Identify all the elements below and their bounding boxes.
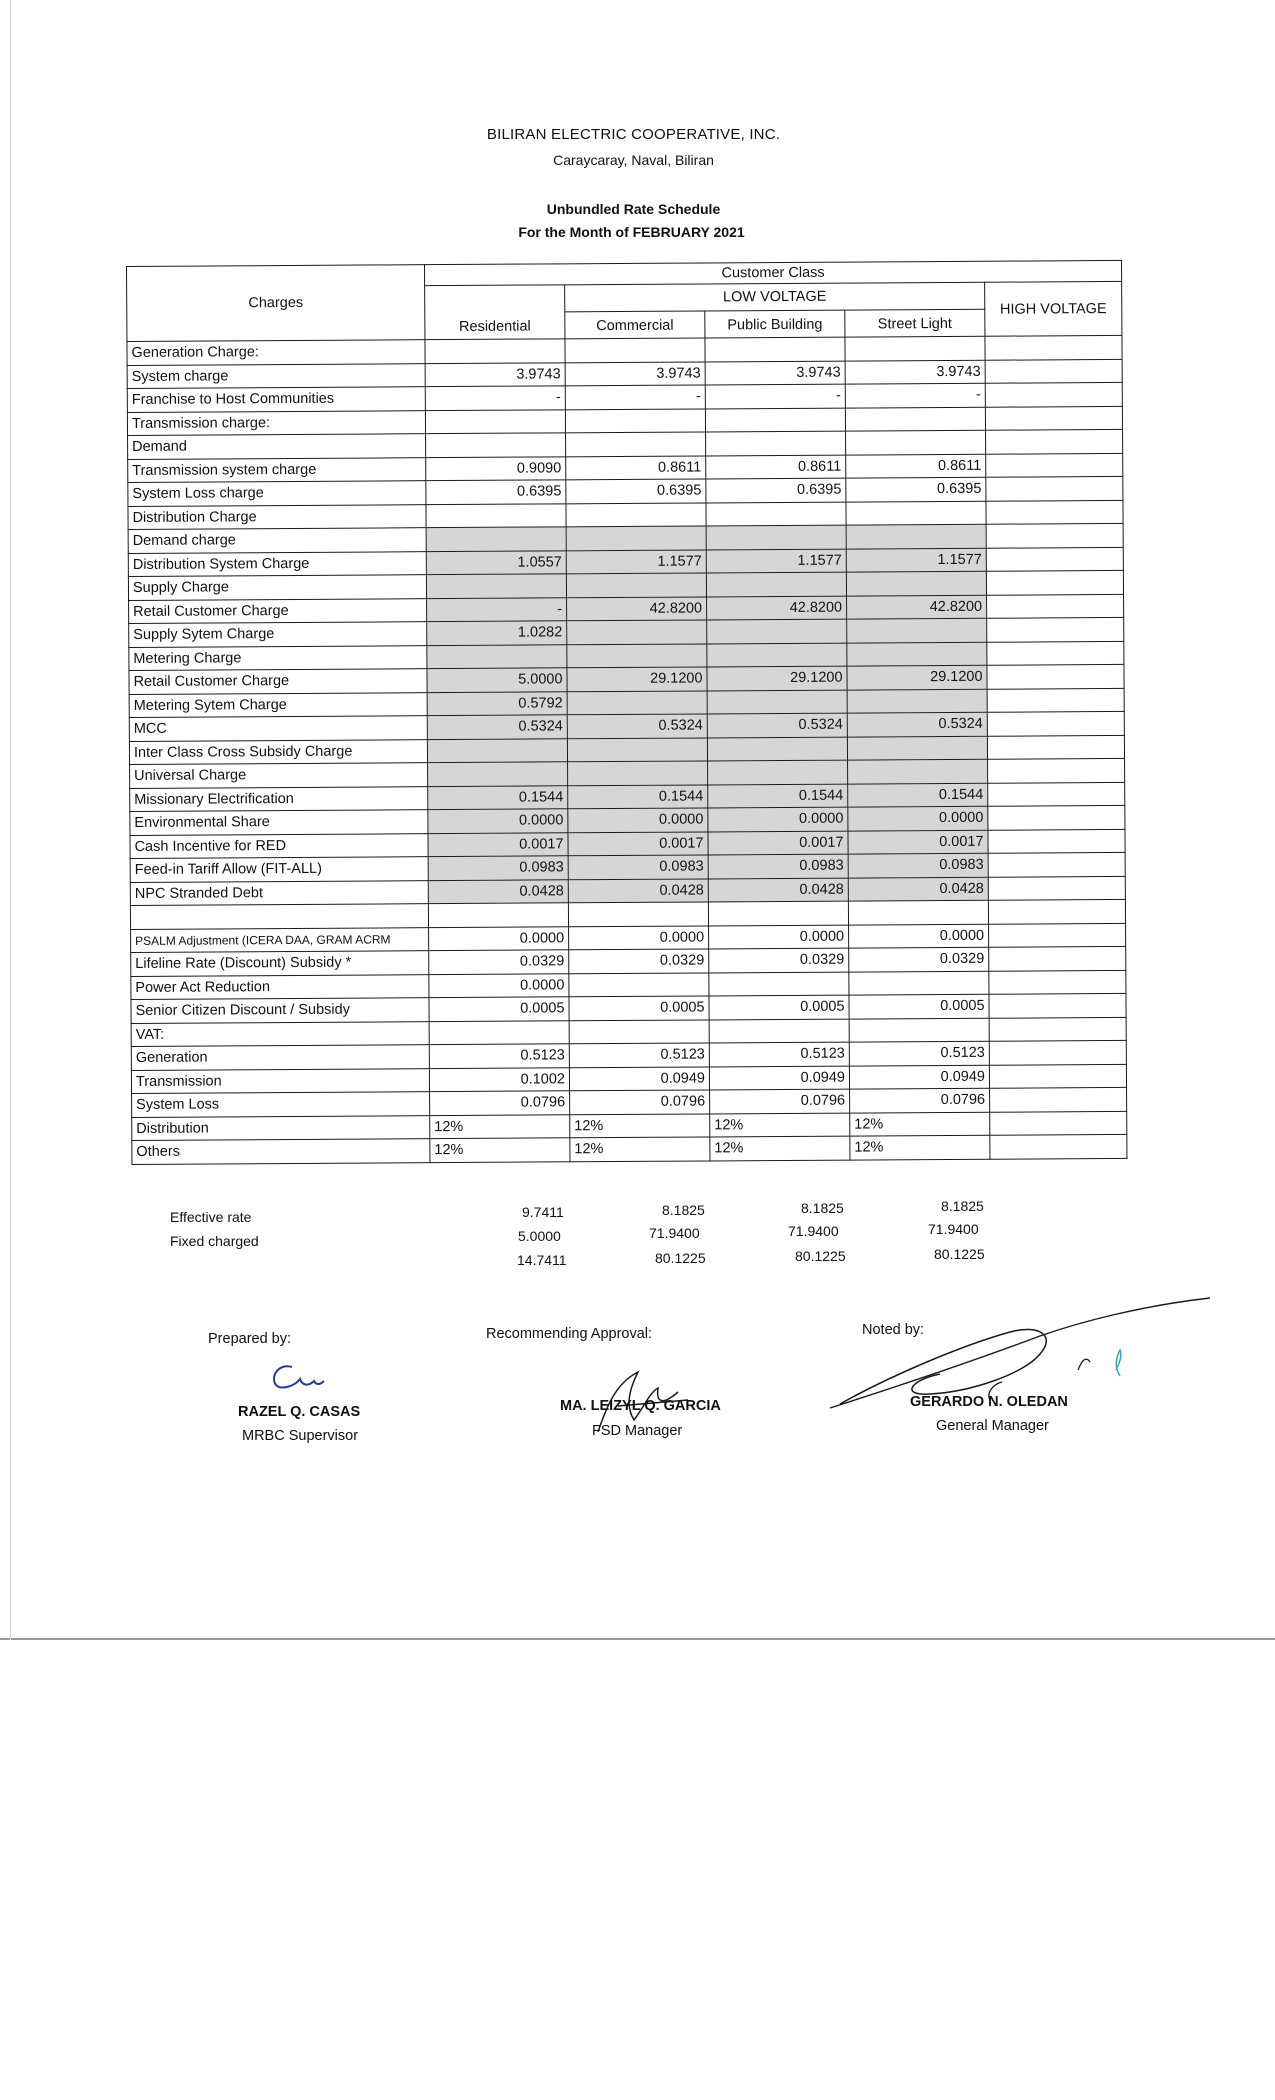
rate-cell [987, 688, 1124, 712]
rate-cell [985, 335, 1122, 359]
rate-cell: 1.1577 [566, 549, 706, 573]
recommending-approval-label: Recommending Approval: [486, 1326, 653, 1342]
rate-cell: 0.1544 [568, 784, 708, 808]
rate-cell [567, 737, 707, 761]
rate-cell: 0.0017 [568, 831, 708, 855]
row-label: Distribution Charge [128, 504, 426, 529]
rate-cell: 12% [850, 1135, 990, 1159]
rate-cell [708, 901, 848, 925]
rate-cell: - [845, 383, 985, 407]
row-label: System Loss charge [128, 481, 426, 506]
rate-cell [709, 1019, 849, 1043]
page-left-edge [10, 0, 11, 1640]
row-label: PSALM Adjustment (ICERA DAA, GRAM ACRM [131, 927, 429, 952]
rate-cell [989, 923, 1126, 947]
rate-cell: 0.5324 [427, 715, 567, 739]
rate-cell [990, 1111, 1127, 1135]
row-label: Demand [128, 434, 426, 459]
rate-cell: 0.0000 [848, 806, 988, 830]
rate-cell [986, 523, 1123, 547]
rate-cell: 29.1200 [567, 667, 707, 691]
rate-cell [706, 572, 846, 596]
rate-cell [848, 759, 988, 783]
summary-total-residential: 14.7411 [517, 1252, 567, 1268]
rate-cell: - [425, 386, 565, 410]
rate-cell: 0.0017 [848, 830, 988, 854]
noted-by-title: General Manager [936, 1418, 1049, 1434]
rate-cell [989, 946, 1126, 970]
rate-cell: 12% [570, 1137, 710, 1161]
rate-cell: 0.0796 [710, 1089, 850, 1113]
rate-cell [568, 902, 708, 926]
rate-cell [429, 1020, 569, 1044]
rate-cell [846, 430, 986, 454]
rate-cell [707, 690, 847, 714]
rate-cell: 1.0282 [427, 621, 567, 645]
document-period: For the Month of FEBRUARY 2021 [518, 224, 745, 240]
rate-cell [426, 574, 566, 598]
rate-cell [848, 900, 988, 924]
rate-cell [566, 502, 706, 526]
rate-cell: 0.0428 [708, 878, 848, 902]
summary-fixed-public: 71.9400 [788, 1223, 839, 1239]
rate-cell: 0.0000 [569, 925, 709, 949]
rate-cell [985, 382, 1122, 406]
prepared-by-name: RAZEL Q. CASAS [238, 1404, 361, 1420]
rate-cell: 0.5324 [707, 713, 847, 737]
summary-fixed-street: 71.9400 [928, 1221, 979, 1237]
rate-cell: 0.0000 [709, 925, 849, 949]
rate-cell: 0.0949 [569, 1066, 709, 1090]
rate-cell [567, 620, 707, 644]
rate-cell: 0.0983 [708, 854, 848, 878]
rate-cell [988, 782, 1125, 806]
row-label: Cash Incentive for RED [130, 833, 428, 858]
row-label: Supply Charge [128, 575, 426, 600]
rate-cell [706, 431, 846, 455]
rate-cell [986, 453, 1123, 477]
rate-cell [567, 643, 707, 667]
rate-cell: 0.0005 [569, 996, 709, 1020]
rate-cell: 0.0000 [428, 809, 568, 833]
rate-cell: 29.1200 [707, 666, 847, 690]
page-bottom-edge [0, 1638, 1275, 1640]
row-label: Lifeline Rate (Discount) Subsidy * [131, 951, 429, 976]
summary-effective-public: 8.1825 [801, 1200, 844, 1216]
summary-effective-street: 8.1825 [941, 1198, 984, 1214]
rate-cell: 0.0428 [848, 877, 988, 901]
rate-cell: 0.0000 [568, 808, 708, 832]
rate-cell [990, 1134, 1127, 1158]
prepared-by-title: MRBC Supervisor [242, 1428, 359, 1444]
row-label: Environmental Share [130, 810, 428, 835]
row-label: Senior Citizen Discount / Subsidy [131, 998, 429, 1023]
rate-cell: 12% [430, 1114, 570, 1138]
rate-cell [985, 406, 1122, 430]
rate-cell: 0.8611 [566, 455, 706, 479]
rate-cell [847, 689, 987, 713]
row-label: VAT: [131, 1021, 429, 1046]
rate-cell: 0.9090 [426, 456, 566, 480]
rate-cell: 29.1200 [847, 665, 987, 689]
summary-total-public: 80.1225 [795, 1248, 846, 1264]
rate-cell [705, 337, 845, 361]
rate-cell [565, 408, 705, 432]
rate-cell [987, 664, 1124, 688]
rate-cell [707, 619, 847, 643]
rate-cell [988, 805, 1125, 829]
rate-cell [847, 736, 987, 760]
rate-cell: 42.8200 [707, 596, 847, 620]
summary-total-street: 80.1225 [934, 1246, 985, 1262]
row-label: Transmission charge: [127, 410, 425, 435]
row-label: System charge [127, 363, 425, 388]
rate-cell [989, 993, 1126, 1017]
rate-cell [987, 711, 1124, 735]
row-label: Metering Sytem Charge [129, 692, 427, 717]
row-label: MCC [129, 716, 427, 741]
header-public-building: Public Building [705, 310, 845, 338]
rate-cell [987, 594, 1124, 618]
row-label: Universal Charge [130, 763, 428, 788]
row-label: System Loss [132, 1092, 430, 1117]
rate-cell [566, 432, 706, 456]
header-customer-class: Customer Class [424, 260, 1121, 285]
rate-cell: 0.0796 [570, 1090, 710, 1114]
row-label: Inter Class Cross Subsidy Charge [129, 739, 427, 764]
rate-cell: 0.1544 [708, 784, 848, 808]
rate-cell: 12% [710, 1113, 850, 1137]
rate-cell: 0.0329 [569, 949, 709, 973]
rate-cell [846, 501, 986, 525]
document-title: Unbundled Rate Schedule [546, 201, 721, 217]
rate-cell: - [427, 597, 567, 621]
rate-cell: 0.0949 [849, 1065, 989, 1089]
rate-cell [847, 618, 987, 642]
rate-cell: 3.9743 [705, 361, 845, 385]
row-label: Distribution [132, 1115, 430, 1140]
summary-effective-residential: 9.7411 [522, 1204, 564, 1220]
rate-cell: 0.5123 [429, 1044, 569, 1068]
rate-cell: 0.0329 [849, 947, 989, 971]
rate-cell: 0.0329 [429, 950, 569, 974]
rate-cell [705, 408, 845, 432]
rate-cell [568, 761, 708, 785]
rate-cell: 42.8200 [847, 595, 987, 619]
row-label: Others [132, 1139, 430, 1164]
rate-cell: 0.0796 [850, 1088, 990, 1112]
rate-cell: 12% [850, 1112, 990, 1136]
rate-cell [708, 760, 848, 784]
rate-cell: 0.5123 [709, 1042, 849, 1066]
rate-cell: - [565, 385, 705, 409]
row-label: Distribution System Charge [128, 551, 426, 576]
rate-cell [986, 476, 1123, 500]
noted-by-name: GERARDO N. OLEDAN [910, 1394, 1068, 1410]
rate-cell: 0.0005 [429, 997, 569, 1021]
rate-cell [988, 899, 1125, 923]
rate-cell: 0.5123 [849, 1041, 989, 1065]
rate-cell [845, 336, 985, 360]
rate-cell [427, 738, 567, 762]
rate-cell: 0.0796 [430, 1091, 570, 1115]
rate-cell: 0.6395 [846, 477, 986, 501]
rate-cell: 1.1577 [846, 548, 986, 572]
rate-cell [569, 972, 709, 996]
rate-cell [990, 1087, 1127, 1111]
header-residential: Residential [425, 285, 565, 340]
rate-cell [427, 644, 567, 668]
row-label: Generation Charge: [127, 340, 425, 365]
rate-cell: 0.5324 [567, 714, 707, 738]
rate-cell: 0.0000 [708, 807, 848, 831]
rate-cell: 0.0428 [428, 879, 568, 903]
header-commercial: Commercial [565, 310, 705, 338]
noted-by-label: Noted by: [862, 1322, 925, 1338]
row-label: Power Act Reduction [131, 974, 429, 999]
rate-cell: 0.1544 [428, 785, 568, 809]
rate-cell: 0.0017 [428, 832, 568, 856]
row-label: Franchise to Host Communities [127, 387, 425, 412]
rate-cell: 0.1002 [429, 1067, 569, 1091]
rate-cell [709, 972, 849, 996]
rate-cell [565, 338, 705, 362]
rate-cell [986, 570, 1123, 594]
rate-cell [425, 409, 565, 433]
rate-table-body [127, 335, 1127, 1164]
rate-cell [989, 1064, 1126, 1088]
rate-cell [849, 971, 989, 995]
summary-fixed-commercial: 71.9400 [649, 1225, 700, 1241]
row-label: Retail Customer Charge [129, 669, 427, 694]
rate-cell [707, 737, 847, 761]
rate-cell [425, 339, 565, 363]
rate-cell: 0.0428 [568, 878, 708, 902]
rate-cell: 1.1577 [706, 549, 846, 573]
rate-cell: 0.0983 [568, 855, 708, 879]
recommending-name: MA. LEIZYL Q. GARCIA [560, 1398, 721, 1414]
rate-cell: 0.0000 [429, 973, 569, 997]
rate-cell [986, 500, 1123, 524]
rate-cell: 0.0005 [849, 994, 989, 1018]
rate-cell [849, 1018, 989, 1042]
row-label: Feed-in Tariff Allow (FIT-ALL) [130, 857, 428, 882]
rate-cell [988, 852, 1125, 876]
rate-cell [985, 359, 1122, 383]
rate-cell [846, 571, 986, 595]
rate-cell [989, 970, 1126, 994]
rate-cell [989, 1040, 1126, 1064]
rate-cell: 0.5324 [847, 712, 987, 736]
rate-cell [986, 547, 1123, 571]
rate-cell: 1.0557 [426, 550, 566, 574]
rate-cell: 3.9743 [425, 362, 565, 386]
row-label: Retail Customer Charge [129, 598, 427, 623]
rate-cell [706, 525, 846, 549]
row-label: Missionary Electrification [130, 786, 428, 811]
header-street-light: Street Light [845, 309, 985, 337]
header-high-voltage: HIGH VOLTAGE [985, 281, 1122, 336]
row-label: Transmission system charge [128, 457, 426, 482]
rate-cell [566, 526, 706, 550]
row-label: Supply Sytem Charge [129, 622, 427, 647]
summary-total-commercial: 80.1225 [655, 1250, 706, 1266]
prepared-signature [262, 1355, 342, 1405]
row-label: Generation [131, 1045, 429, 1070]
rate-cell [428, 903, 568, 927]
summary-fixed-residential: 5.0000 [518, 1228, 561, 1244]
rate-cell: 0.0983 [428, 856, 568, 880]
rate-cell [987, 617, 1124, 641]
rate-cell [846, 524, 986, 548]
rate-cell [707, 643, 847, 667]
rate-cell: 12% [570, 1113, 710, 1137]
org-name: BILIRAN ELECTRIC COOPERATIVE, INC. [486, 126, 781, 143]
row-label: Metering Charge [129, 645, 427, 670]
rate-cell: 0.0000 [849, 924, 989, 948]
rate-cell: 0.8611 [846, 454, 986, 478]
header-charges: Charges [127, 265, 425, 342]
row-label: Demand charge [128, 528, 426, 553]
rate-cell: 0.6395 [426, 480, 566, 504]
rate-cell: 0.1544 [848, 783, 988, 807]
rate-cell: 0.0329 [709, 948, 849, 972]
rate-cell [988, 876, 1125, 900]
rate-cell [706, 502, 846, 526]
rate-cell: - [705, 384, 845, 408]
header-low-voltage: LOW VOLTAGE [565, 282, 985, 311]
rate-cell [987, 735, 1124, 759]
rate-cell: 42.8200 [567, 596, 707, 620]
rate-cell [426, 527, 566, 551]
rate-cell: 0.5123 [569, 1043, 709, 1067]
rate-cell [569, 1019, 709, 1043]
rate-cell: 3.9743 [565, 361, 705, 385]
rate-cell: 0.0005 [709, 995, 849, 1019]
rate-cell [847, 642, 987, 666]
row-label: NPC Stranded Debt [130, 880, 428, 905]
rate-cell: 0.5792 [427, 691, 567, 715]
rate-cell: 0.8611 [706, 455, 846, 479]
org-address: Caraycaray, Naval, Biliran [553, 152, 714, 168]
fixed-charged-label: Fixed charged [170, 1233, 259, 1249]
row-label [130, 904, 428, 929]
rate-cell: 0.0017 [708, 831, 848, 855]
prepared-by-label: Prepared by: [208, 1331, 292, 1347]
rate-cell: 12% [710, 1136, 850, 1160]
rate-schedule-table [126, 260, 1127, 1165]
rate-cell: 5.0000 [427, 668, 567, 692]
rate-cell [567, 690, 707, 714]
rate-cell [989, 1017, 1126, 1041]
table-row [132, 1134, 1127, 1164]
rate-cell [986, 429, 1123, 453]
rate-cell: 0.0000 [429, 926, 569, 950]
rate-cell [988, 758, 1125, 782]
rate-cell [845, 407, 985, 431]
effective-rate-label: Effective rate [170, 1209, 252, 1225]
rate-cell: 0.0983 [848, 853, 988, 877]
rate-cell: 3.9743 [845, 360, 985, 384]
rate-cell [426, 503, 566, 527]
recommending-title: FSD Manager [592, 1423, 683, 1439]
row-label: Transmission [131, 1068, 429, 1093]
rate-cell [987, 641, 1124, 665]
rate-cell: 12% [430, 1138, 570, 1162]
rate-cell [566, 573, 706, 597]
rate-cell: 0.0949 [709, 1066, 849, 1090]
rate-cell: 0.6395 [566, 479, 706, 503]
rate-cell [428, 762, 568, 786]
rate-cell: 0.6395 [706, 478, 846, 502]
summary-effective-commercial: 8.1825 [662, 1202, 705, 1218]
rate-cell [988, 829, 1125, 853]
rate-cell [426, 433, 566, 457]
